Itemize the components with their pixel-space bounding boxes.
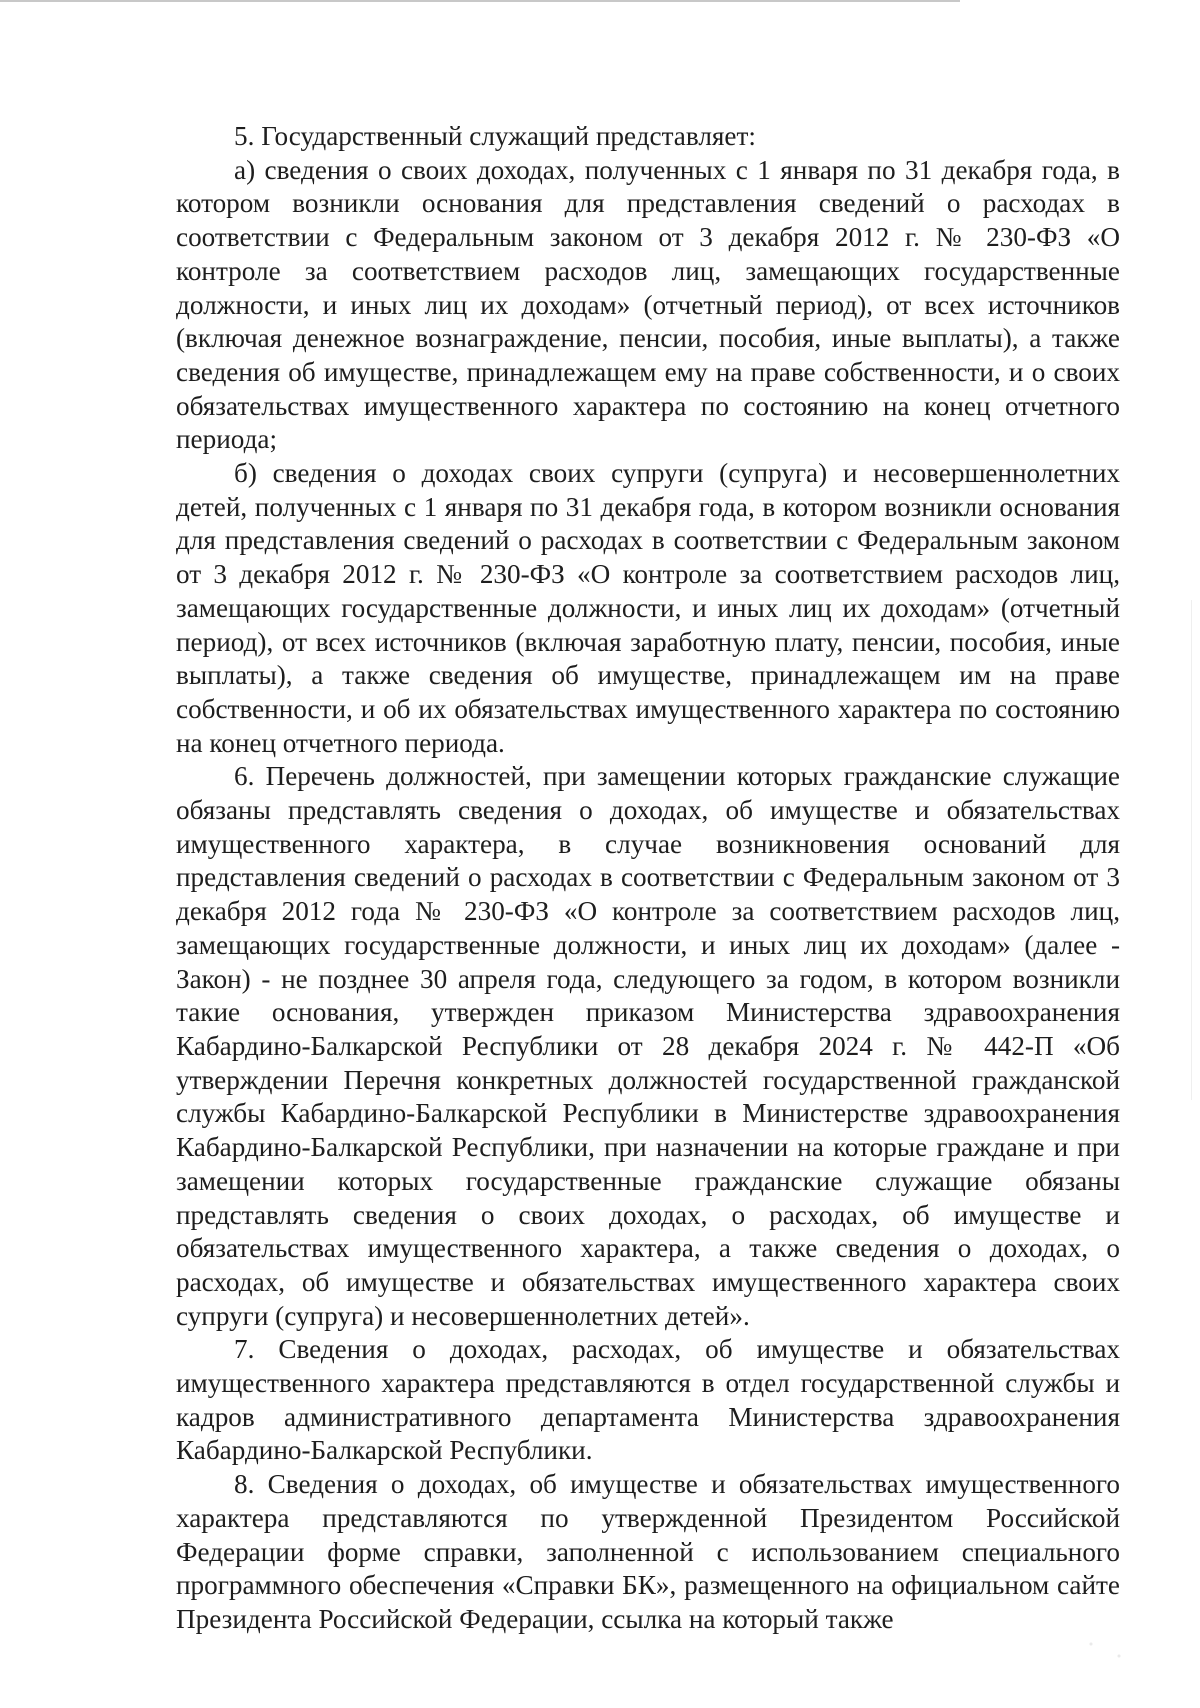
paragraph-5-heading: 5. Государственный служащий представляет:: [234, 121, 756, 151]
scan-edge: [0, 0, 960, 2]
paragraph-7: 7. Сведения о доходах, расходах, об имуществе и обязательствах имущественного характера представляются в отдел государственной службы и кадров административного департамента Министерства здравоохранения Кабардино-Балкарской Республики.: [176, 1334, 1120, 1466]
paragraph-6: 6. Перечень должностей, при замещении которых гражданские служащие обязаны представлять сведения о доходах, об имуществе и обязательствах имущественного характера, в случае возникновения оснований для представления сведений о расходах в соответствии с Федеральным законом от 3 декабря 2012 года № 230-ФЗ «О контроле за соответствием расходов лиц, замещающих государственные должности, и иных лиц их доходам» (далее - Закон) - не позднее 30 апреля года, следующего за годом, в котором возникли такие основания, утвержден приказом Министерства здравоохранения Кабардино-Балкарской Республики от 28 декабря 2024 г. № 442-П «Об утверждении Перечня конкретных должностей государственной гражданской службы Кабардино-Балкарской Республики в Министерстве здравоохранения Кабардино-Балкарской Республики, при назначении на которые граждане и при замещении которых государственные гражданские служащие обязаны представлять сведения о своих доходах, о расходах, об имуществе и обязательствах имущественного характера, а также сведения о доходах, о расходах, об имуществе и обязательствах имущественного характера своих супруги (супруга) и несовершеннолетних детей».: [176, 761, 1120, 1331]
scan-edge-right: [1191, 600, 1192, 1100]
paragraph-8: 8. Сведения о доходах, об имуществе и обязательствах имущественного характера представляются по утвержденной Президентом Российской Федерации форме справки, заполненной с использованием специального программного обеспечения «Справки БК», размещенного на официальном сайте Президента Российской Федерации, ссылка на который также: [176, 1469, 1120, 1634]
scan-noise: [1070, 1628, 1140, 1668]
document-body: [176, 120, 1120, 1637]
paragraph-5b: б) сведения о доходах своих супруги (супруга) и несовершеннолетних детей, полученных с 1 января по 31 декабря года, в котором возникли основания для представления сведений о расходах в соответствии с Федеральным законом от 3 декабря 2012 г. № 230-ФЗ «О контроле за соответствием расходов лиц, замещающих государственные должности, и иных лиц их доходам» (отчетный период), от всех источников (включая заработную плату, пенсии, пособия, иные выплаты), а также сведения об имуществе, принадлежащем им на праве собственности, и об их обязательствах имущественного характера по состоянию на конец отчетного периода.: [176, 458, 1120, 758]
paragraph-5a: а) сведения о своих доходах, полученных с 1 января по 31 декабря года, в котором возникли основания для представления сведений о расходах в соответствии с Федеральным законом от 3 декабря 2012 г. № 230-ФЗ «О контроле за соответствием расходов лиц, замещающих государственные должности, и иных лиц их доходам» (отчетный период), от всех источников (включая денежное вознаграждение, пенсии, пособия, иные выплаты), а также сведения об имуществе, принадлежащем ему на праве собственности, и о своих обязательствах имущественного характера по состоянию на конец отчетного периода;: [176, 154, 1120, 455]
